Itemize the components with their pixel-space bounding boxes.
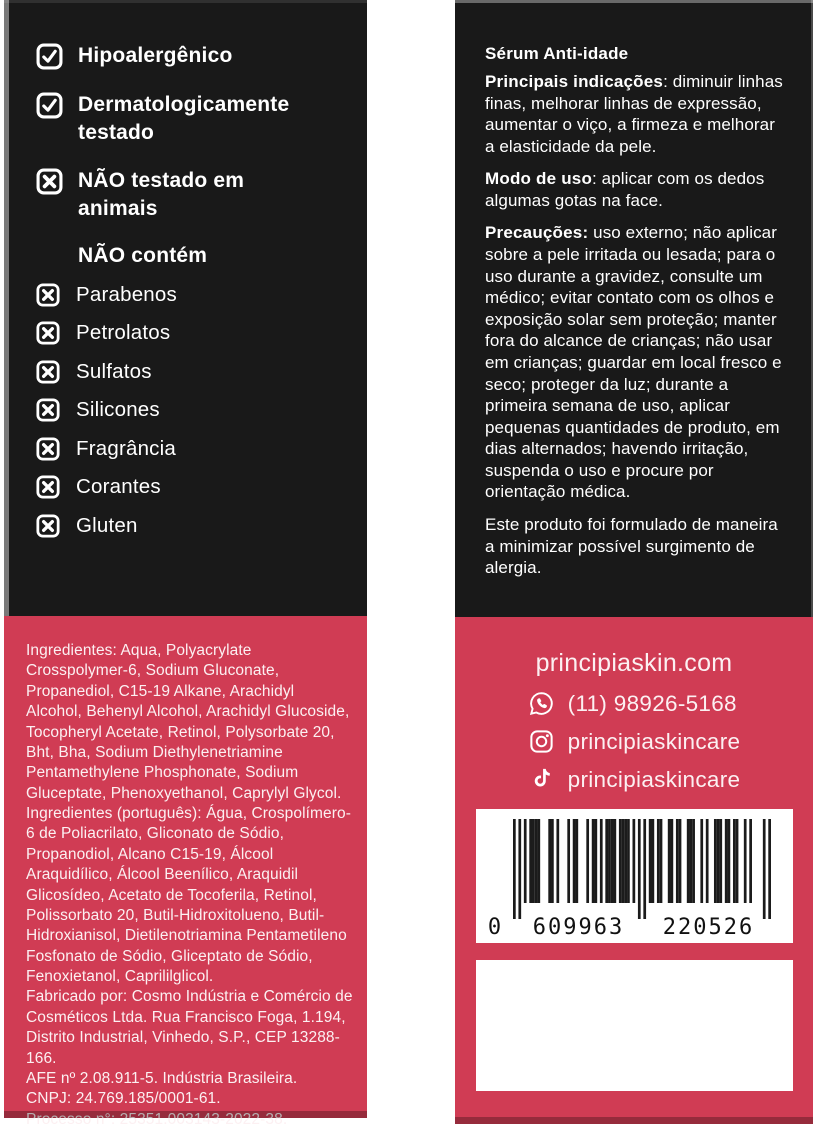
not-contains-header: NÃO contém (78, 243, 208, 267)
ingredients-portuguese: Ingredientes (português): Água, Crospolímero-6 de Poliacrilato, Gliconato de Sódio, Propanodiol, Alcano C15-19, Álcool Araquidílico, Álcool Beenílico, Araquidil Glicosídeo, Acetato de Tocoferila, Retinol, Polissorbato 20, Butil-Hidroxitolueno, Butil-Hidroxianisol, Dietilenotriamina Pentametileno Fosfonato de Sódio, Gliceptato de Sódio, Fenoxietanol, Caprililglicol. (26, 805, 351, 985)
contact-label: (11) 98926-5168 (567, 690, 737, 716)
usage-paragraph: Precauções: uso externo; não aplicar sobre a pele irritada ou lesada; para o uso durante a gravidez, consulte um médico; evitar contato com os olhos e exposição solar sem proteção; manter fora do alcance de crianças; não usar em crianças; guardar em local fresco e seco; proteger da luz; durante a primeira semana de uso, aplicar pequenas quantidades de produto, em dias alternados; havendo irritação, suspenda o uso e procure por orientação médica. (485, 223, 782, 502)
barcode (476, 809, 793, 943)
not-contains-item-label: Parabenos (76, 282, 177, 306)
barcode-bars (513, 819, 771, 919)
panel-bottom-shadow (455, 1117, 813, 1124)
whatsapp-icon (528, 690, 555, 717)
cross-icon (36, 398, 60, 422)
not-contains-item (36, 514, 351, 538)
instagram-icon (528, 728, 555, 755)
contact-section (455, 617, 813, 1124)
checklist (36, 42, 351, 223)
cross-icon (36, 437, 60, 461)
check-icon (36, 92, 63, 119)
barcode-digit-lead: 0 (487, 915, 502, 940)
not-contains-item (36, 321, 351, 345)
not-contains-item-label: Silicones (76, 398, 160, 422)
checklist-item-label: Hipoalergênico (78, 44, 233, 67)
left-panel (4, 0, 367, 1128)
process-number: Processo n°: 25351.003143-2022-38. (26, 1110, 288, 1128)
usage-paragraph: Principais indicações: diminuir linhas finas, melhorar linhas de expressão, aumentar o viço, a firmeza e melhorar a elasticidade da pele. (485, 72, 783, 156)
checklist-item (36, 42, 351, 70)
usage-paragraph: Modo de uso: aplicar com os dedos algumas gotas na face. (485, 169, 765, 210)
panel-bottom-shadow (4, 1111, 367, 1118)
contact-list (528, 689, 741, 794)
usage-paragraph-lead: Principais indicações (485, 72, 664, 91)
not-contains-item (36, 360, 351, 384)
usage-paragraphs (485, 71, 789, 579)
cross-icon (36, 514, 60, 538)
barcode-digit-group1: 609963 (532, 915, 625, 940)
cross-icon (36, 360, 60, 384)
usage-paragraph-lead: Modo de uso (485, 169, 593, 189)
not-contains-item (36, 437, 351, 461)
checklist-item (36, 91, 351, 146)
check-icon (36, 43, 63, 70)
cnpj-number: CNPJ: 24.769.185/0001-61. (26, 1090, 221, 1108)
not-contains-list (36, 283, 351, 538)
cross-icon (36, 321, 60, 345)
product-title: Sérum Anti-idade (485, 44, 629, 63)
checklist-item-label: Dermatologicamente testado (78, 93, 290, 144)
not-contains-item-label: Sulfatos (76, 359, 152, 383)
cross-icon (36, 168, 63, 195)
contact-row (528, 727, 741, 756)
contact-label: principiaskincare (567, 766, 741, 792)
not-contains-item-label: Fragrância (76, 436, 176, 460)
ingredients-inci: Ingredientes: Aqua, Polyacrylate Crosspolymer-6, Sodium Gluconate, Propanediol, C15-19 Alkane, Arachidyl Alcohol, Behenyl Alcohol, Arachidyl Glucoside, Tocopheryl Acetate, Retinol, Polysorbate 20, Bht, Bha, Sodium Diethylenetriamine Pentamethylene Phosphonate, Sodium Gluceptate, Phenoxyethanol, Caprylyl Glycol. (26, 642, 350, 802)
cross-icon (36, 475, 60, 499)
barcode-digits (476, 915, 793, 940)
not-contains-item-label: Petrolatos (76, 321, 171, 345)
website-url: principiaskin.com (535, 649, 733, 677)
usage-section (455, 0, 813, 617)
not-contains-item-label: Corantes (76, 475, 161, 499)
not-contains-item (36, 398, 351, 422)
ingredients-section (4, 616, 367, 1128)
blank-label-box (476, 960, 793, 1091)
not-contains-item-label: Gluten (76, 513, 138, 537)
left-claims-section (4, 0, 367, 616)
cross-icon (36, 283, 60, 307)
contact-label: principiaskincare (567, 728, 741, 754)
not-contains-item (36, 475, 351, 499)
manufacturer-info: Fabricado por: Cosmo Indústria e Comércio de Cosméticos Ltda. Rua Francisco Foga, 1.194, Distrito Industrial, Vinhedo, S.P., CEP 13288-166. (26, 988, 353, 1067)
usage-paragraph: Este produto foi formulado de maneira a minimizar possível surgimento de alergia. (485, 514, 778, 578)
afe-number: AFE nº 2.08.911-5. Indústria Brasileira. (26, 1069, 298, 1087)
barcode-digit-group2: 220526 (662, 915, 755, 940)
usage-paragraph-lead: Precauções: (485, 223, 589, 243)
tiktok-icon (528, 766, 555, 793)
not-contains-item (36, 283, 351, 307)
checklist-item-label: NÃO testado em animais (78, 169, 245, 221)
contact-row (528, 689, 741, 718)
checklist-item (36, 167, 351, 222)
contact-row (528, 765, 741, 794)
right-panel (455, 0, 813, 1124)
